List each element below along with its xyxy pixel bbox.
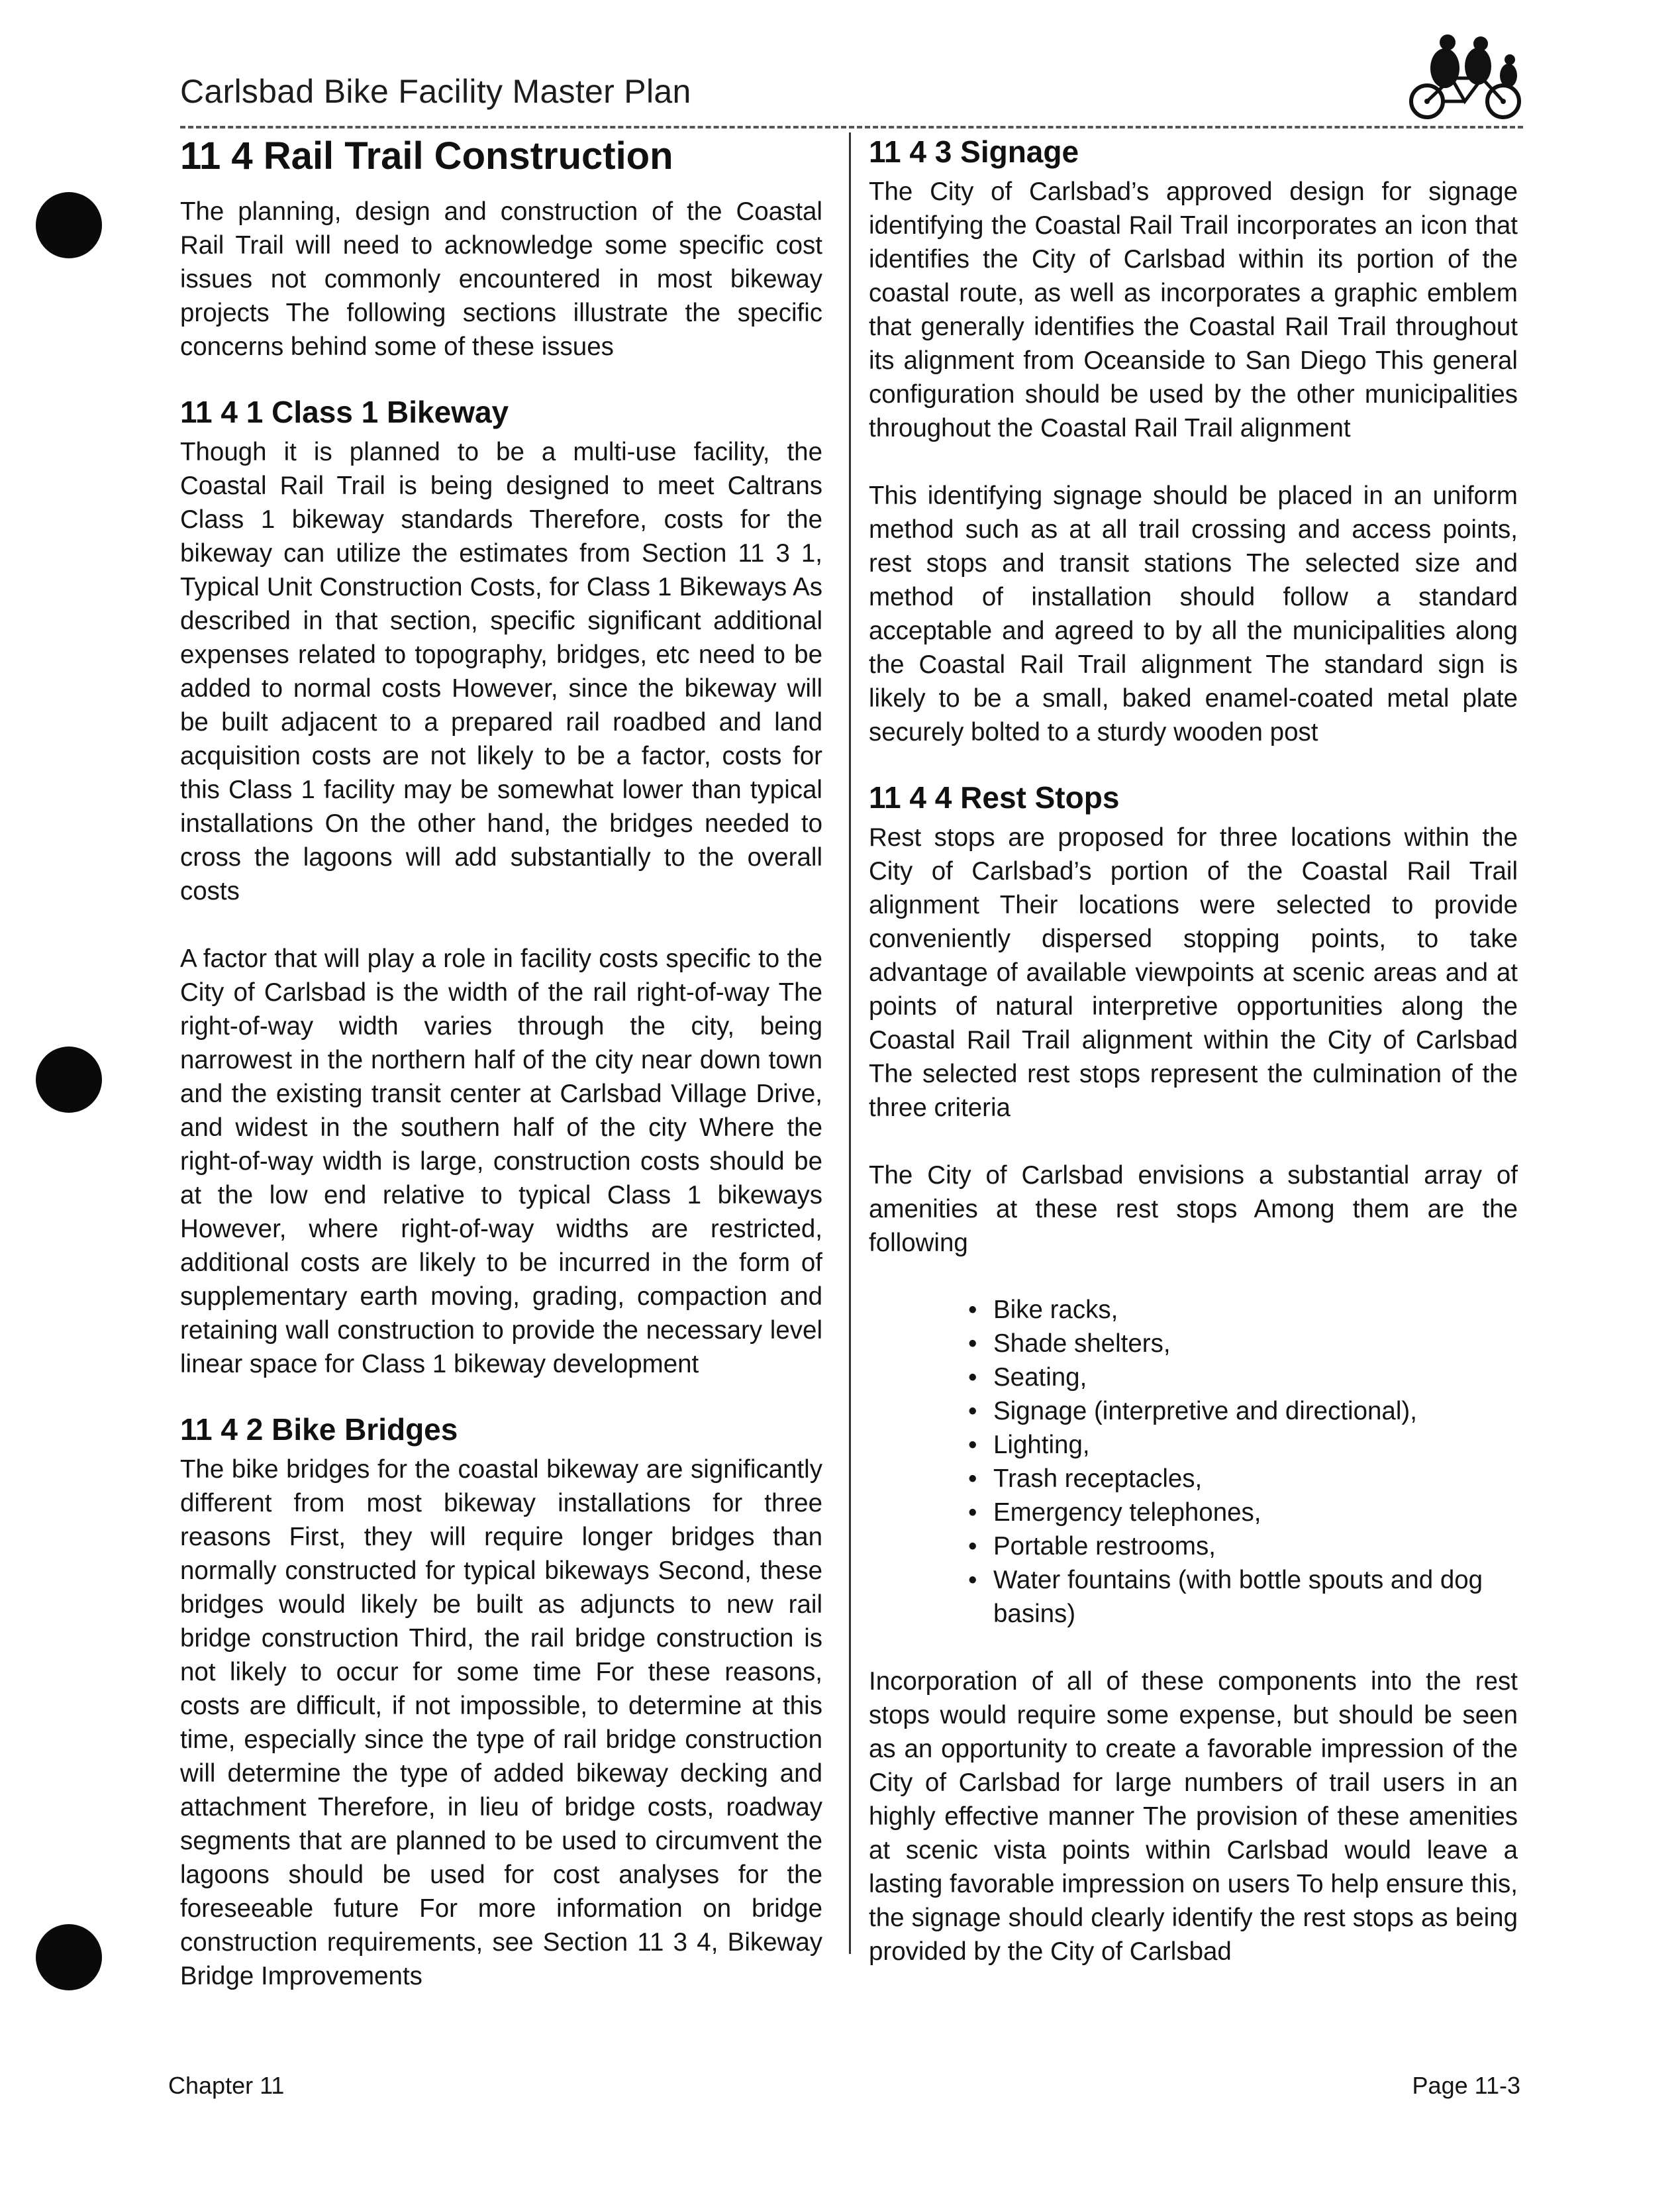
intro-paragraph: The planning, design and construction of the Coastal Rail Trail will need to acknowledge some specific cost issues not commonly encountered in most bikeway projects The following sections illustrate the specific concerns behind some of these issues <box>180 197 822 361</box>
binder-hole-top <box>36 192 102 258</box>
left-column <box>180 132 822 1993</box>
class1-heading: 11 4 1 Class 1 Bikeway <box>180 395 509 429</box>
rest-stops-closing-paragraph: Incorporation of all of these components into the rest stops would require some expense, but should be seen as an opportunity to create a favorable impression of the City of Carlsbad for large numbers of trail users in an highly effective manner The provision of these amenities at scenic vista points within Carlsbad would leave a lasting favorable impression on users To help ensure this, the signage should clearly identify the rest stops as being provided by the City of Carlsbad <box>869 1667 1518 1966</box>
list-item: • Trash receptacles, <box>968 1464 1203 1493</box>
list-item: • Signage (interpretive and directional), <box>968 1397 1417 1425</box>
column-divider <box>849 132 851 1954</box>
list-item: • Bike racks, <box>968 1296 1118 1324</box>
header-divider <box>180 126 1523 128</box>
rest-stops-paragraph-2: The City of Carlsbad envisions a substantial array of amenities at these rest stops Among them are the following <box>869 1161 1518 1257</box>
list-item: • Water fountains (with bottle spouts and dog basins) <box>968 1566 1483 1628</box>
section-title: 11 4 Rail Trail Construction <box>180 134 673 178</box>
right-column <box>869 132 1518 1969</box>
signage-paragraph-1: The City of Carlsbad’s approved design for signage identifying the Coastal Rail Trail incorporates an icon that identifies the City of Carlsbad within its portion of the coastal route, as well as incorporates a graphic emblem that generally identifies the Coastal Rail Trail throughout its alignment from Oceanside to San Diego This general configuration should be used by the other municipalities throughout the Coastal Rail Trail alignment <box>869 178 1518 442</box>
bridges-heading: 11 4 2 Bike Bridges <box>180 1412 458 1447</box>
class1-paragraph-2: A factor that will play a role in facility costs specific to the City of Carlsbad is the width of the rail right-of-way The right-of-way width varies through the city, being narrowest in the northern half of the city near down town and the existing transit center at Carlsbad Village Drive, and widest in the southern half of the city Where the right-of-way width is large, construction costs should be at the low end relative to typical Class 1 bikeways However, where right-of-way widths are restricted, additional costs are likely to be incurred in the form of supplementary earth moving, grading, compaction and retaining wall construction to provide the necessary level linear space for Class 1 bikeway development <box>180 945 822 1378</box>
class1-paragraph-1: Though it is planned to be a multi-use facility, the Coastal Rail Trail is being designed to meet Caltrans Class 1 bikeway standards Therefore, costs for the bikeway can utilize the estimates from Section 11 3 1, Typical Unit Construction Costs, for Class 1 Bikeways As described in that section, specific significant additional expenses related to topography, bridges, etc need to be added to normal costs However, since the bikeway will be built adjacent to a prepared rail roadbed and land acquisition costs are not likely to be a factor, costs for this Class 1 facility may be somewhat lower than typical installations On the other hand, the bridges needed to cross the lagoons will add substantially to the overall costs <box>180 438 822 905</box>
signage-paragraph-2: This identifying signage should be placed in an uniform method such as at all trail crossing and access points, rest stops and transit stations The selected size and method of installation should follow a standard acceptable and agreed to by all the municipalities along the Coastal Rail Trail alignment The standard sign is likely to be a small, baked enamel-coated metal plate securely bolted to a sturdy wooden post <box>869 482 1518 746</box>
list-item: • Shade shelters, <box>968 1329 1171 1358</box>
binder-hole-bottom <box>36 1924 102 1990</box>
list-item: • Portable restrooms, <box>968 1532 1216 1560</box>
footer-chapter: Chapter 11 <box>168 2072 285 2099</box>
list-item: • Seating, <box>968 1363 1087 1392</box>
rest-stops-heading: 11 4 4 Rest Stops <box>869 780 1120 815</box>
bridges-paragraph: The bike bridges for the coastal bikeway are significantly different from most bikeway installations for three reasons First, they will require longer bridges than normally constructed for typical bikeways Second, these bridges would likely be built as adjuncts to new rail bridge construction Third, the rail bridge construction is not likely to occur for some time For these reasons, costs are difficult, if not impossible, to determine at this time, especially since the type of rail bridge construction will determine the type of added bikeway decking and attachment Therefore, in lieu of bridge costs, roadway segments that are planned to be used to circumvent the lagoons should be used for cost analyses for the foreseeable future For more information on bridge construction requirements, see Section 11 3 4, Bikeway Bridge Improvements <box>180 1455 822 1990</box>
list-item: • Emergency telephones, <box>968 1498 1261 1527</box>
list-item: • Lighting, <box>968 1431 1090 1459</box>
amenities-list <box>968 1293 1518 1631</box>
footer-page-number: Page 11-3 <box>1412 2072 1520 2099</box>
running-header-title: Carlsbad Bike Facility Master Plan <box>180 73 691 110</box>
tandem-bicycle-logo-icon <box>1404 32 1526 121</box>
binder-hole-middle <box>36 1047 102 1113</box>
signage-heading: 11 4 3 Signage <box>869 134 1079 169</box>
rest-stops-paragraph-1: Rest stops are proposed for three locations within the City of Carlsbad’s portion of the Coastal Rail Trail alignment Their locations were selected to provide conveniently dispersed stopping points, to take advantage of available viewpoints at scenic areas and at points of natural interpretive opportunities along the Coastal Rail Trail alignment within the City of Carlsbad The selected rest stops represent the culmination of the three criteria <box>869 823 1518 1122</box>
